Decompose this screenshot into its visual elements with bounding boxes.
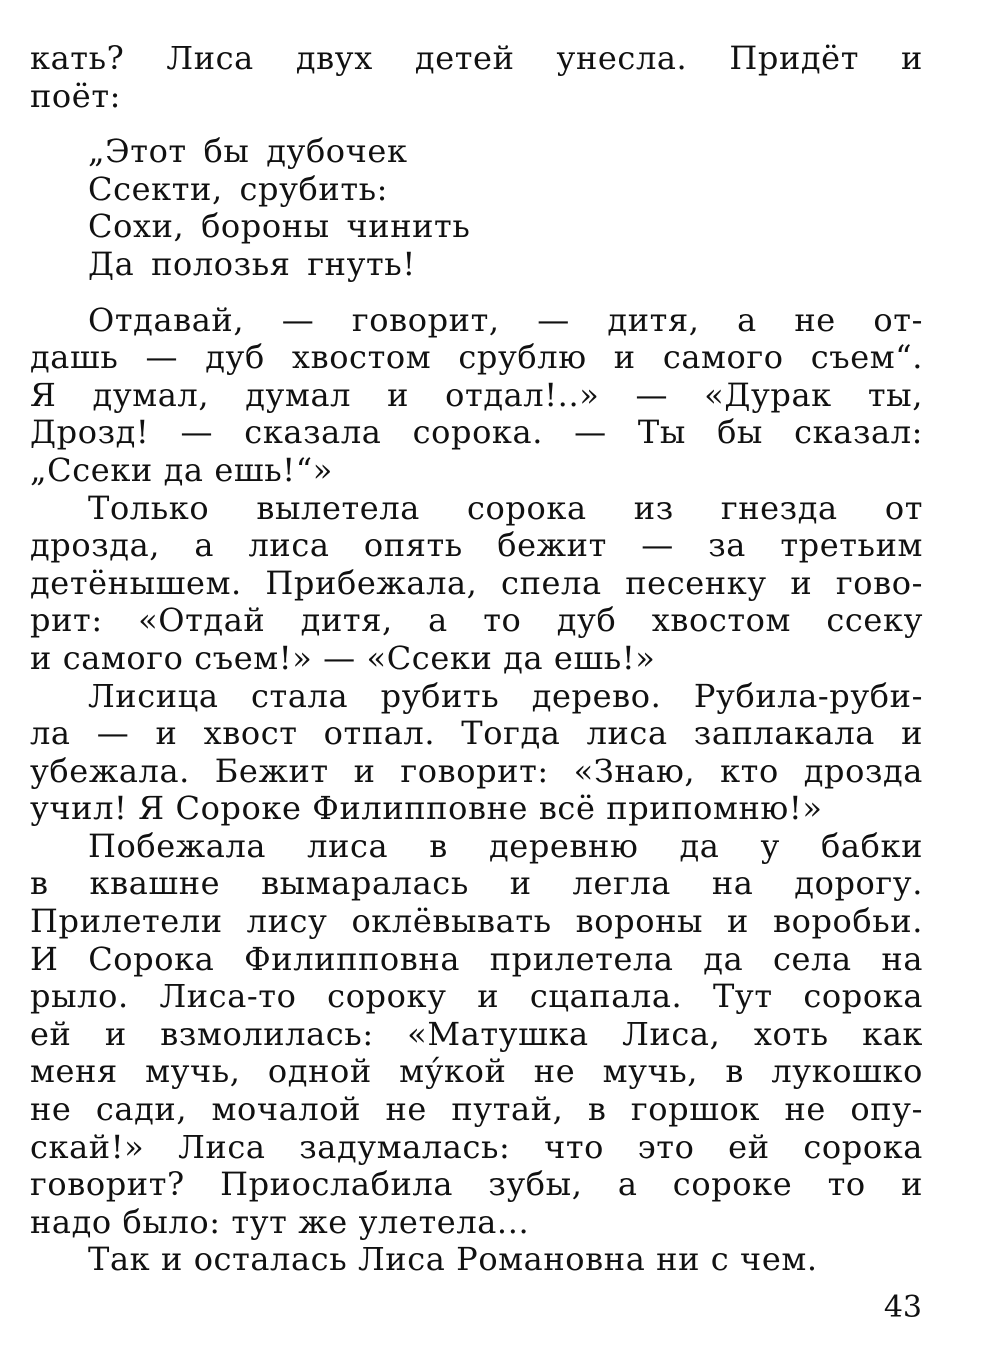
text-line: меня мучь, одной му́кой не мучь, в лукошко — [30, 1053, 923, 1091]
text-line: в квашне вымаралась и легла на дорогу. — [30, 865, 923, 903]
text-line: Лисица стала рубить дерево. Рубила-руби- — [88, 677, 923, 715]
text-line: рит: «Отдай дитя, а то дуб хвостом ссеку — [30, 602, 923, 640]
text-line: учил! Я Сороке Филипповне всё припомню!» — [30, 790, 823, 828]
text-line: надо было: тут же улетела... — [30, 1203, 530, 1241]
text-line: Отдавай, — говорит, — дитя, а не от- — [88, 301, 923, 339]
text-line: Побежала лиса в деревню да у бабки — [88, 827, 923, 865]
paragraph — [30, 678, 923, 828]
text-line: Так и осталась Лиса Романовна ни с чем. — [88, 1241, 818, 1279]
text-line: убежала. Бежит и говорит: «Знаю, кто дрозда — [30, 752, 923, 790]
verse-line: „Этот бы дубочек — [88, 132, 408, 171]
page-text — [30, 40, 923, 1279]
text-line: и самого съем!» — «Ссеки да ешь!» — [30, 639, 656, 677]
verse-line: Сохи, бороны чинить — [88, 207, 471, 246]
verse-line: Да полозья гнуть! — [88, 244, 416, 283]
text-line: Дрозд! — сказала сорока. — Ты бы сказал: — [30, 414, 923, 452]
paragraph — [30, 490, 923, 678]
text-line: говорит? Приослабила зубы, а сороке то и — [30, 1166, 923, 1204]
text-line: ла — и хвост отпал. Тогда лиса заплакала и — [30, 715, 923, 753]
text-line: не сади, мочалой не путай, в горшок не опу- — [30, 1091, 923, 1129]
text-line: рыло. Лиса-то сороку и сцапала. Тут сорока — [30, 978, 923, 1016]
text-line: дрозда, а лиса опять бежит — за третьим — [30, 527, 923, 565]
text-line: „Ссеки да ешь!“» — [30, 451, 333, 489]
verse-line: Ссекти, срубить: — [88, 169, 389, 208]
paragraph — [30, 302, 923, 490]
text-line: Я думал, думал и отдал!..» — «Дурак ты, — [30, 376, 923, 414]
text-line: Только вылетела сорока из гнезда от — [88, 489, 923, 527]
text-line: скай!» Лиса задумалась: что это ей сорока — [30, 1128, 923, 1166]
page-number: 43 — [883, 1290, 922, 1325]
text-line: ей и взмолилась: «Матушка Лиса, хоть как — [30, 1015, 923, 1053]
text-line: И Сорока Филипповна прилетела да села на — [30, 940, 923, 978]
paragraph — [30, 828, 923, 1242]
verse-block — [30, 133, 923, 283]
paragraph-intro — [30, 40, 923, 115]
paragraph-final — [30, 1241, 923, 1279]
text-line: Прилетели лису оклёвывать вороны и воробьи. — [30, 903, 923, 941]
text-line: кать? Лиса двух детей унесла. Придёт и — [30, 40, 923, 77]
text-line: поёт: — [30, 77, 122, 115]
text-line: детёнышем. Прибежала, спела песенку и гово- — [30, 564, 923, 602]
text-line: дашь — дуб хвостом срублю и самого съем“. — [30, 339, 923, 377]
